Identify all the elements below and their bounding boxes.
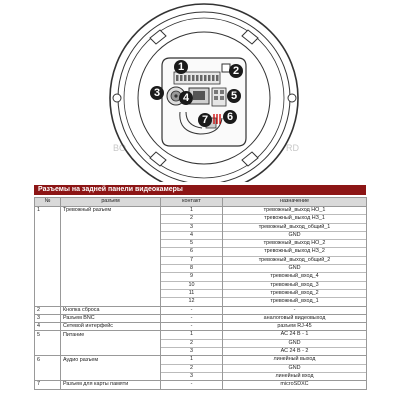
table-row bbox=[35, 356, 367, 364]
header-purpose: назначение bbox=[223, 198, 367, 207]
row-connector bbox=[61, 364, 161, 372]
table-row bbox=[35, 240, 367, 248]
section-header: Разъемы на задней панели видеокамеры bbox=[34, 185, 366, 195]
callout-4 bbox=[179, 91, 193, 105]
table-row bbox=[35, 298, 367, 306]
row-purpose: разъем RJ-45 bbox=[223, 323, 367, 331]
row-connector bbox=[61, 273, 161, 281]
row-purpose: GND bbox=[223, 265, 367, 273]
svg-text:2: 2 bbox=[232, 65, 240, 77]
table-row bbox=[35, 231, 367, 239]
table-row bbox=[35, 223, 367, 231]
callout-6 bbox=[223, 110, 237, 124]
row-pin: 3 bbox=[161, 348, 223, 356]
row-pin: 3 bbox=[161, 223, 223, 231]
row-pin: - bbox=[161, 306, 223, 314]
row-number bbox=[35, 273, 61, 281]
row-pin: 7 bbox=[161, 256, 223, 264]
svg-text:5: 5 bbox=[230, 90, 238, 102]
watermark-left: BO bbox=[113, 143, 127, 153]
row-connector: Тревожный разъем bbox=[61, 207, 161, 215]
row-number bbox=[35, 215, 61, 223]
callout-7 bbox=[198, 113, 212, 127]
row-pin: - bbox=[161, 314, 223, 322]
row-purpose: тревожный_выход НО_1 bbox=[223, 207, 367, 215]
row-purpose: тревожный_вход_1 bbox=[223, 298, 367, 306]
table-header-row bbox=[35, 198, 367, 207]
row-pin: 11 bbox=[161, 289, 223, 297]
row-number bbox=[35, 256, 61, 264]
row-purpose: аналоговый видеовыход bbox=[223, 314, 367, 322]
power-terminal-shape bbox=[212, 88, 226, 106]
row-connector bbox=[61, 248, 161, 256]
header-number: № bbox=[35, 198, 61, 207]
row-pin: - bbox=[161, 381, 223, 389]
row-purpose: GND bbox=[223, 231, 367, 239]
row-connector bbox=[61, 265, 161, 273]
reset-button-shape bbox=[222, 64, 230, 72]
row-connector: Разъем BNC bbox=[61, 314, 161, 322]
row-number bbox=[35, 231, 61, 239]
row-number bbox=[35, 289, 61, 297]
row-connector bbox=[61, 289, 161, 297]
row-connector bbox=[61, 339, 161, 347]
row-number bbox=[35, 348, 61, 356]
row-connector bbox=[61, 298, 161, 306]
row-pin: 1 bbox=[161, 331, 223, 339]
row-number bbox=[35, 298, 61, 306]
row-pin: 9 bbox=[161, 273, 223, 281]
row-number: 7 bbox=[35, 381, 61, 389]
row-number: 2 bbox=[35, 306, 61, 314]
row-purpose: линейный выход bbox=[223, 356, 367, 364]
svg-text:4: 4 bbox=[182, 92, 190, 104]
table-row bbox=[35, 314, 367, 322]
table-row bbox=[35, 273, 367, 281]
callout-5 bbox=[227, 89, 241, 103]
row-number: 5 bbox=[35, 331, 61, 339]
row-number: 3 bbox=[35, 314, 61, 322]
row-purpose: тревожный_вход_2 bbox=[223, 289, 367, 297]
row-number bbox=[35, 372, 61, 380]
connector-table bbox=[34, 197, 367, 390]
row-pin: 2 bbox=[161, 364, 223, 372]
table-row bbox=[35, 207, 367, 215]
row-purpose: AC 24 В - 2 bbox=[223, 348, 367, 356]
row-pin: 12 bbox=[161, 298, 223, 306]
table-row bbox=[35, 339, 367, 347]
row-number bbox=[35, 281, 61, 289]
table-row bbox=[35, 215, 367, 223]
row-connector bbox=[61, 215, 161, 223]
table-row bbox=[35, 281, 367, 289]
table-row bbox=[35, 306, 367, 314]
table-row bbox=[35, 348, 367, 356]
row-purpose: тревожный_выход НЗ_1 bbox=[223, 215, 367, 223]
row-number bbox=[35, 339, 61, 347]
row-pin: 1 bbox=[161, 207, 223, 215]
row-connector: Кнопка сброса bbox=[61, 306, 161, 314]
row-pin: 2 bbox=[161, 215, 223, 223]
svg-text:7: 7 bbox=[201, 114, 209, 126]
row-purpose: - bbox=[223, 306, 367, 314]
table-row bbox=[35, 372, 367, 380]
camera-back-panel-illustration bbox=[0, 0, 400, 182]
row-purpose: тревожный_выход НО_2 bbox=[223, 240, 367, 248]
table-row bbox=[35, 265, 367, 273]
svg-text:3: 3 bbox=[153, 87, 161, 99]
row-connector: Сетевой интерфейс bbox=[61, 323, 161, 331]
row-number: 6 bbox=[35, 356, 61, 364]
row-pin: 10 bbox=[161, 281, 223, 289]
row-number bbox=[35, 364, 61, 372]
table-row bbox=[35, 364, 367, 372]
callout-2 bbox=[229, 64, 243, 78]
header-connector: разъем bbox=[61, 198, 161, 207]
table-row bbox=[35, 381, 367, 389]
row-purpose: GND bbox=[223, 364, 367, 372]
row-pin: 5 bbox=[161, 240, 223, 248]
row-purpose: GND bbox=[223, 339, 367, 347]
row-purpose: microSDXC bbox=[223, 381, 367, 389]
row-number bbox=[35, 248, 61, 256]
row-purpose: линейный вход bbox=[223, 372, 367, 380]
row-purpose: AC 24 В - 1 bbox=[223, 331, 367, 339]
row-number: 1 bbox=[35, 207, 61, 215]
row-connector bbox=[61, 223, 161, 231]
row-connector bbox=[61, 231, 161, 239]
table-row bbox=[35, 323, 367, 331]
row-connector: Питание bbox=[61, 331, 161, 339]
row-pin: 6 bbox=[161, 248, 223, 256]
table-row bbox=[35, 331, 367, 339]
table-row bbox=[35, 256, 367, 264]
row-pin: 3 bbox=[161, 372, 223, 380]
row-purpose: тревожный_выход_общий_2 bbox=[223, 256, 367, 264]
row-purpose: тревожный_выход_общий_1 bbox=[223, 223, 367, 231]
row-connector bbox=[61, 240, 161, 248]
row-number: 4 bbox=[35, 323, 61, 331]
row-connector bbox=[61, 281, 161, 289]
row-pin: - bbox=[161, 323, 223, 331]
row-pin: 8 bbox=[161, 265, 223, 273]
row-pin: 2 bbox=[161, 339, 223, 347]
row-connector bbox=[61, 372, 161, 380]
row-connector bbox=[61, 348, 161, 356]
table-row bbox=[35, 248, 367, 256]
row-purpose: тревожный_вход_4 bbox=[223, 273, 367, 281]
row-pin: 1 bbox=[161, 356, 223, 364]
svg-text:6: 6 bbox=[226, 111, 234, 123]
row-number bbox=[35, 265, 61, 273]
header-pin: контакт bbox=[161, 198, 223, 207]
row-purpose: тревожный_вход_3 bbox=[223, 281, 367, 289]
callout-3 bbox=[150, 86, 164, 100]
svg-text:1: 1 bbox=[177, 61, 185, 73]
row-number bbox=[35, 223, 61, 231]
watermark-right: RD bbox=[286, 143, 299, 153]
table-body bbox=[35, 207, 367, 390]
row-connector: Аудио разъем bbox=[61, 356, 161, 364]
callout-1 bbox=[174, 60, 188, 74]
row-pin: 4 bbox=[161, 231, 223, 239]
row-purpose: тревожный_выход НЗ_2 bbox=[223, 248, 367, 256]
row-connector bbox=[61, 256, 161, 264]
row-number bbox=[35, 240, 61, 248]
row-connector: Разъем для карты памяти bbox=[61, 381, 161, 389]
table-row bbox=[35, 289, 367, 297]
